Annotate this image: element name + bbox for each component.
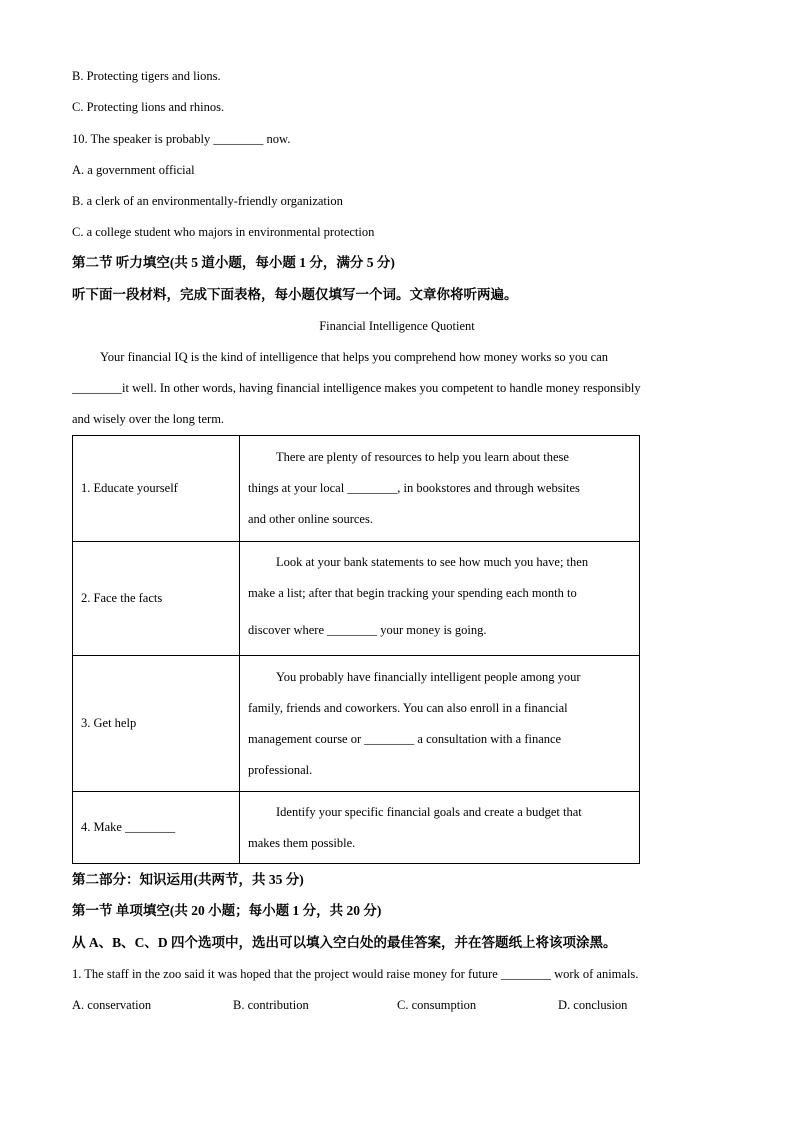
question-1-option-c: C. consumption	[397, 998, 477, 1012]
table-row	[73, 542, 640, 656]
section-instruction: 听下面一段材料，完成下面表格，每小题仅填写一个词。文章你将听两遍。	[72, 287, 518, 302]
table-row-label: 2. Face the facts	[73, 542, 240, 656]
summary-table	[72, 435, 640, 864]
passage-line: ________it well. In other words, having financial intelligence makes you competent to handle money responsibly	[72, 381, 641, 395]
table-row	[73, 436, 640, 542]
passage-title: Financial Intelligence Quotient	[319, 319, 475, 333]
question-1-option-a: A. conservation	[72, 998, 152, 1012]
answer-blank: ________	[327, 622, 378, 637]
passage-line: Your financial IQ is the kind of intelligence that helps you comprehend how money works so you can	[100, 350, 609, 364]
answer-blank: ________	[72, 381, 122, 395]
answer-blank: ________	[125, 820, 176, 834]
answer-blank: ________	[213, 132, 264, 146]
section-instruction: 从 A、B、C、D 四个选项中，选出可以填入空白处的最佳答案，并在答题纸上将该项涂黑。	[72, 935, 617, 950]
table-row-label: 1. Educate yourself	[73, 436, 240, 542]
question-1-stem: 1. The staff in the zoo said it was hoped that the project would raise money for future ________ work of animals.	[72, 967, 639, 981]
question-1-option-d: D. conclusion	[558, 998, 628, 1012]
table-row-content: Look at your bank statements to see how much you have; then make a list; after that begin tracking your spending each month to discover where ________ your money is going.	[240, 542, 640, 656]
option-c-text: C. Protecting lions and rhinos.	[72, 100, 225, 114]
question-10-option-b: B. a clerk of an environmentally-friendly organization	[72, 194, 343, 208]
passage-line: and wisely over the long term.	[72, 412, 225, 426]
question-10-option-c: C. a college student who majors in environmental protection	[72, 225, 375, 239]
section-heading: 第一节 单项填空(共 20 小题；每小题 1 分，共 20 分)	[72, 903, 382, 918]
table-row-content: You probably have financially intelligent people among your family, friends and coworkers. You can also enroll in a financial management course or ________ a consultation with a finance professional.	[240, 656, 640, 792]
question-1-option-b: B. contribution	[233, 998, 309, 1012]
table-row-label: 3. Get help	[73, 656, 240, 792]
table-row-content: There are plenty of resources to help you learn about these things at your local ________, in bookstores and through websites and other online sources.	[240, 436, 640, 542]
answer-blank: ________	[364, 731, 415, 746]
answer-blank: ________	[347, 481, 398, 495]
table-row	[73, 792, 640, 864]
table-row	[73, 656, 640, 792]
question-10-stem: 10. The speaker is probably ________ now.	[72, 132, 291, 146]
question-10-option-a: A. a government official	[72, 163, 195, 177]
option-b-text: B. Protecting tigers and lions.	[72, 69, 221, 83]
table-row-label: 4. Make ________	[73, 792, 240, 864]
part-heading: 第二部分：知识运用(共两节，共 35 分)	[72, 872, 304, 887]
answer-blank: ________	[500, 967, 551, 981]
section-heading: 第二节 听力填空(共 5 道小题，每小题 1 分，满分 5 分)	[72, 255, 395, 270]
table-row-content: Identify your specific financial goals and create a budget that makes them possible.	[240, 792, 640, 864]
